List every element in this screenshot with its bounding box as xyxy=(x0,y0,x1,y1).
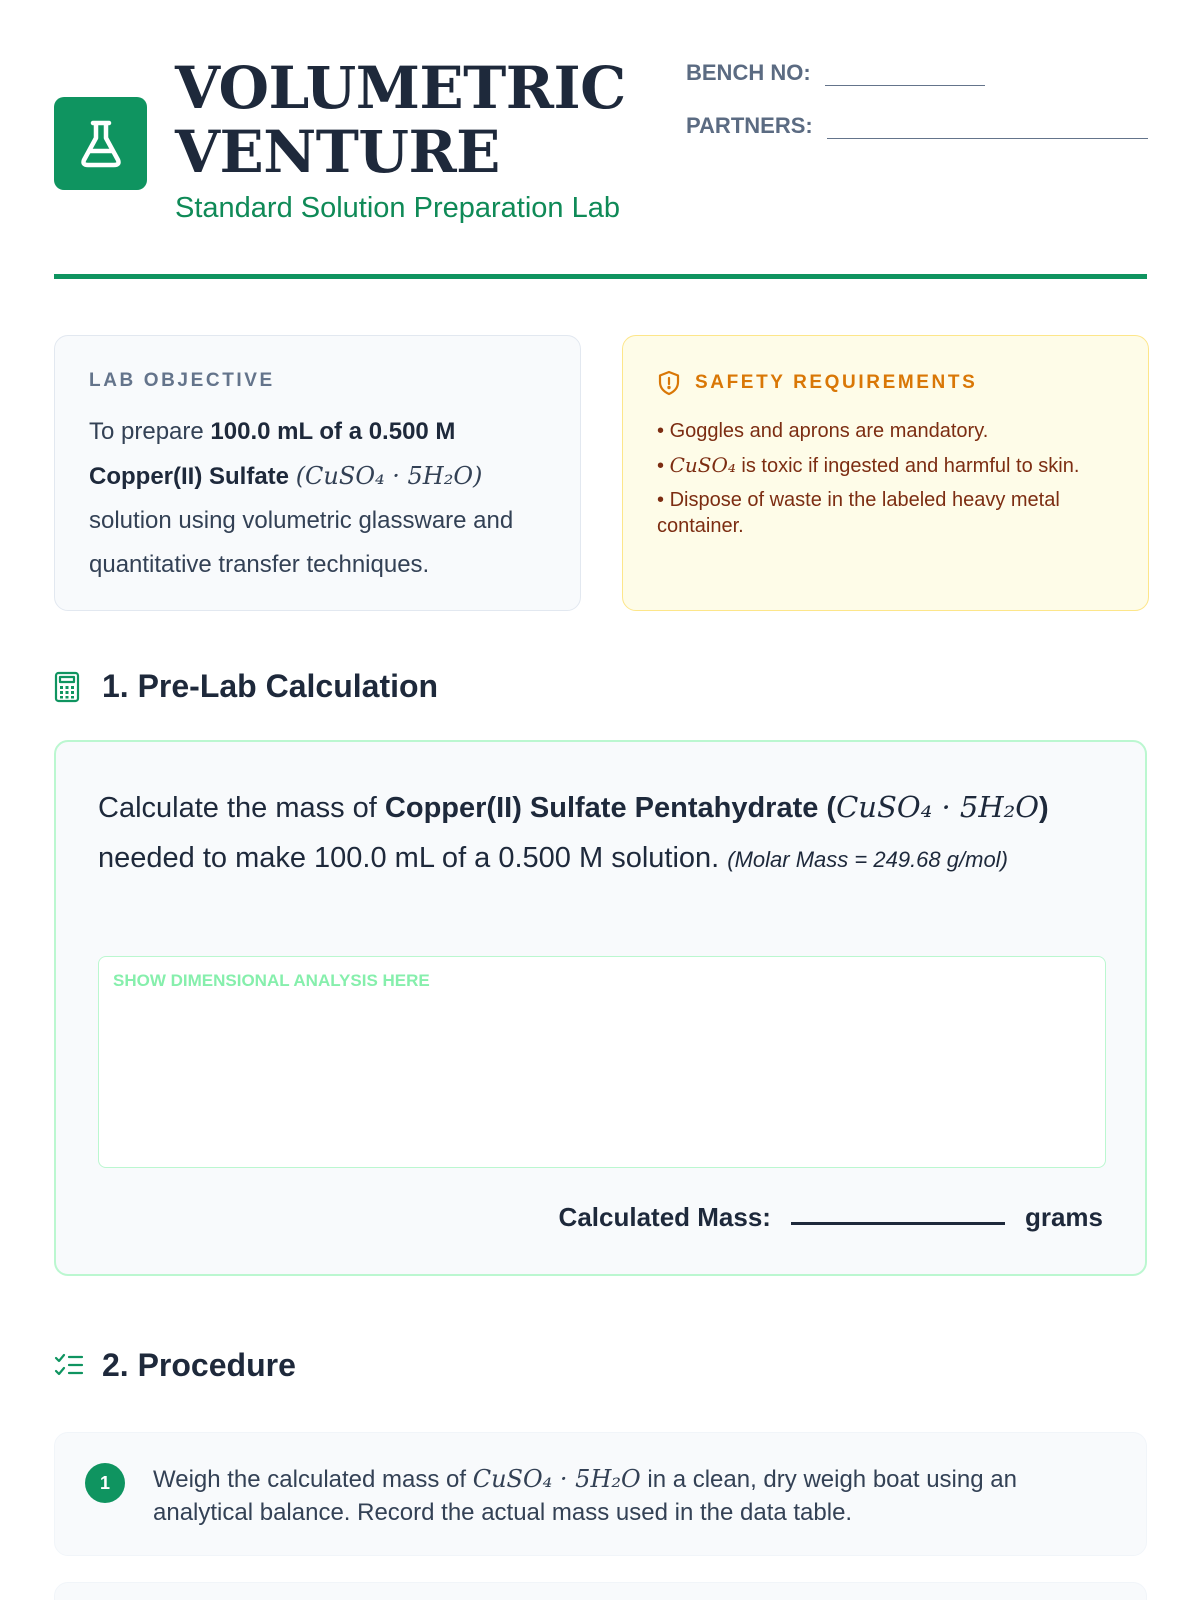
objective-text: To prepare 100.0 mL of a 0.500 M Copper(II) Sulfate (CuSO₄ · 5H₂O) solution using volumetric glassware and quantitative transfer techniques. xyxy=(89,418,514,578)
bench-input-line[interactable] xyxy=(825,64,985,86)
safety-item: • CuSO₄ is toxic if ingested and harmful to skin. xyxy=(657,453,1080,477)
calc-formula: CuSO₄ · 5H₂O xyxy=(836,790,1040,824)
page-title xyxy=(175,56,626,184)
safety-header xyxy=(657,370,1114,396)
flask-icon xyxy=(79,120,123,168)
procedure-step xyxy=(54,1432,1147,1556)
logo-badge xyxy=(54,97,147,190)
step-number: 1 xyxy=(85,1463,125,1503)
objective-formula: (CuSO₄ · 5H₂O) xyxy=(295,462,483,490)
section-2-heading xyxy=(54,1347,296,1384)
work-hint: SHOW DIMENSIONAL ANALYSIS HERE xyxy=(113,971,430,990)
checklist-icon xyxy=(54,1353,84,1379)
objective-card xyxy=(54,335,581,611)
step-text: Weigh the calculated mass of CuSO₄ · 5H₂O in a clean, dry weigh boat using an analytical balance. Record the actual mass used in the data table. xyxy=(153,1465,1017,1526)
section-1-heading xyxy=(54,668,438,705)
calculation-question: Calculate the mass of Copper(II) Sulfate Pentahydrate (CuSO₄ · 5H₂O) needed to make 100.0 mL of a 0.500 M solution. (Molar Mass = 249.68 g/mol) xyxy=(98,790,1049,874)
mass-unit: grams xyxy=(1024,1202,1103,1232)
molar-mass-note: (Molar Mass = 249.68 g/mol) xyxy=(727,847,1008,872)
calculation-card xyxy=(54,740,1147,1276)
page-subtitle: Standard Solution Preparation Lab xyxy=(175,192,620,224)
objective-heading: LAB OBJECTIVE xyxy=(89,370,275,391)
dimensional-analysis-box[interactable] xyxy=(98,956,1106,1168)
calculated-mass-field xyxy=(559,1202,1103,1233)
partners-field xyxy=(686,113,1148,139)
calculator-icon xyxy=(54,671,80,703)
mass-label: Calculated Mass: xyxy=(558,1202,771,1232)
procedure-step-next xyxy=(54,1582,1147,1600)
title-line-2: VENTURE xyxy=(175,118,500,186)
safety-item: • Dispose of waste in the labeled heavy metal container. xyxy=(657,489,1060,537)
safety-card xyxy=(622,335,1149,611)
safety-list xyxy=(657,418,1114,539)
safety-heading: SAFETY REQUIREMENTS xyxy=(695,372,978,393)
safety-item: • Goggles and aprons are mandatory. xyxy=(657,420,989,442)
section-2-title: 2. Procedure xyxy=(102,1347,296,1383)
partners-input-line[interactable] xyxy=(827,117,1148,139)
section-1-title: 1. Pre-Lab Calculation xyxy=(102,668,439,704)
shield-alert-icon xyxy=(657,370,681,396)
lab-header xyxy=(54,56,1147,286)
mass-input-line[interactable] xyxy=(791,1222,1005,1225)
objective-highlight: 100.0 mL of a 0.500 M Copper(II) Sulfate xyxy=(89,418,456,490)
bench-label: BENCH NO: xyxy=(686,60,811,85)
bench-field xyxy=(686,60,985,86)
title-line-1: VOLUMETRIC xyxy=(175,54,626,122)
partners-label: PARTNERS: xyxy=(686,113,813,138)
header-divider xyxy=(54,274,1147,279)
